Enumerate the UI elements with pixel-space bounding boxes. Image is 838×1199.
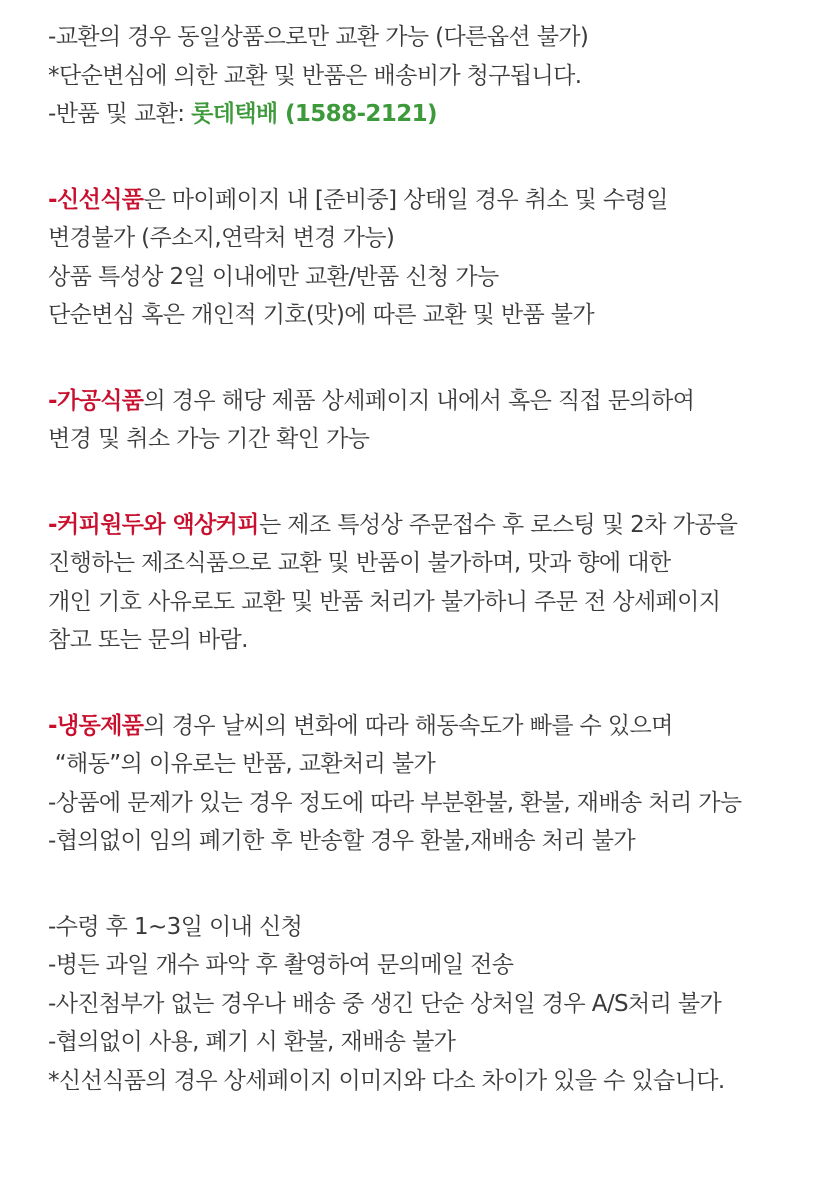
exchange-section [48, 18, 828, 134]
coffee-line-1-text: 는 제조 특성상 주문접수 후 로스팅 및 2차 가공을 [258, 511, 738, 538]
section-gap [48, 861, 828, 908]
fresh-food-line-3: 상품 특성상 2일 이내에만 교환/반품 신청 가능 [48, 263, 499, 290]
claim-line-1: -수령 후 1~3일 이내 신청 [48, 913, 303, 940]
coffee-line-1 [48, 506, 828, 545]
processed-food-line-1 [48, 382, 828, 421]
section-gap [48, 459, 828, 506]
claim-line-2: -병든 과일 개수 파악 후 촬영하여 문의메일 전송 [48, 952, 514, 978]
frozen-line-2: “해동”의 이유로는 반품, 교환처리 불가 [48, 751, 436, 777]
coffee-line-2: 진행하는 제조식품으로 교환 및 반품이 불가하며, 맛과 향에 대한 [48, 550, 671, 576]
frozen-line-4: -협의없이 임의 폐기한 후 반송할 경우 환불,재배송 처리 불가 [48, 828, 635, 854]
processed-food-keyword: 가공식품 [56, 387, 144, 414]
coffee-section [48, 506, 828, 660]
fresh-food-section [48, 181, 828, 335]
fresh-food-keyword: 신선식품 [56, 186, 144, 213]
courier-name: 롯데택배 (1588-2121) [191, 101, 437, 127]
processed-food-line-1-text: 의 경우 해당 제품 상세페이지 내에서 혹은 직접 문의하여 [143, 387, 695, 414]
claim-line-4: -협의없이 사용, 폐기 시 환불, 재배송 불가 [48, 1029, 456, 1055]
processed-food-dash: - [48, 387, 57, 414]
fresh-food-dash: - [48, 186, 57, 213]
coffee-line-3: 개인 기호 사유로도 교환 및 반품 처리가 불가하니 주문 전 상세페이지 [48, 588, 721, 615]
frozen-line-1-text: 의 경우 날씨의 변화에 따라 해동속도가 빠를 수 있으며 [143, 712, 673, 739]
fresh-food-line-1-text: 은 마이페이지 내 [준비중] 상태일 경우 취소 및 수령일 [143, 186, 668, 213]
claim-line-3: -사진첨부가 없는 경우나 배송 중 생긴 단순 상처일 경우 A/S처리 불가 [48, 990, 722, 1017]
return-courier-label: -반품 및 교환: [48, 101, 192, 127]
coffee-dash: - [48, 511, 57, 538]
section-gap [48, 335, 828, 382]
fresh-food-line-1 [48, 181, 828, 220]
policy-document [48, 18, 828, 1100]
claim-section [48, 908, 828, 1101]
exchange-same-product-line: -교환의 경우 동일상품으로만 교환 가능 (다른옵션 불가) [48, 24, 589, 50]
frozen-keyword: 냉동제품 [56, 712, 144, 739]
processed-food-section [48, 382, 828, 459]
frozen-line-3: -상품에 문제가 있는 경우 정도에 따라 부분환불, 환불, 재배송 처리 가능 [48, 789, 742, 816]
processed-food-line-2: 변경 및 취소 가능 기간 확인 가능 [48, 426, 370, 452]
frozen-line-1 [48, 707, 828, 746]
exchange-shipping-fee-line: *단순변심에 의한 교환 및 반품은 배송비가 청구됩니다. [48, 62, 582, 89]
return-courier-line [48, 95, 828, 134]
fresh-food-line-2: 변경불가 (주소지,연락처 변경 가능) [48, 225, 395, 251]
frozen-dash: - [48, 712, 57, 739]
coffee-line-4: 참고 또는 문의 바람. [48, 627, 248, 653]
coffee-keyword: 커피원두와 액상커피 [56, 511, 259, 538]
section-gap [48, 134, 828, 181]
fresh-food-line-4: 단순변심 혹은 개인적 기호(맛)에 따른 교환 및 반품 불가 [48, 302, 595, 328]
claim-line-5: *신선식품의 경우 상세페이지 이미지와 다소 차이가 있을 수 있습니다. [48, 1067, 725, 1094]
section-gap [48, 660, 828, 707]
frozen-section [48, 707, 828, 861]
